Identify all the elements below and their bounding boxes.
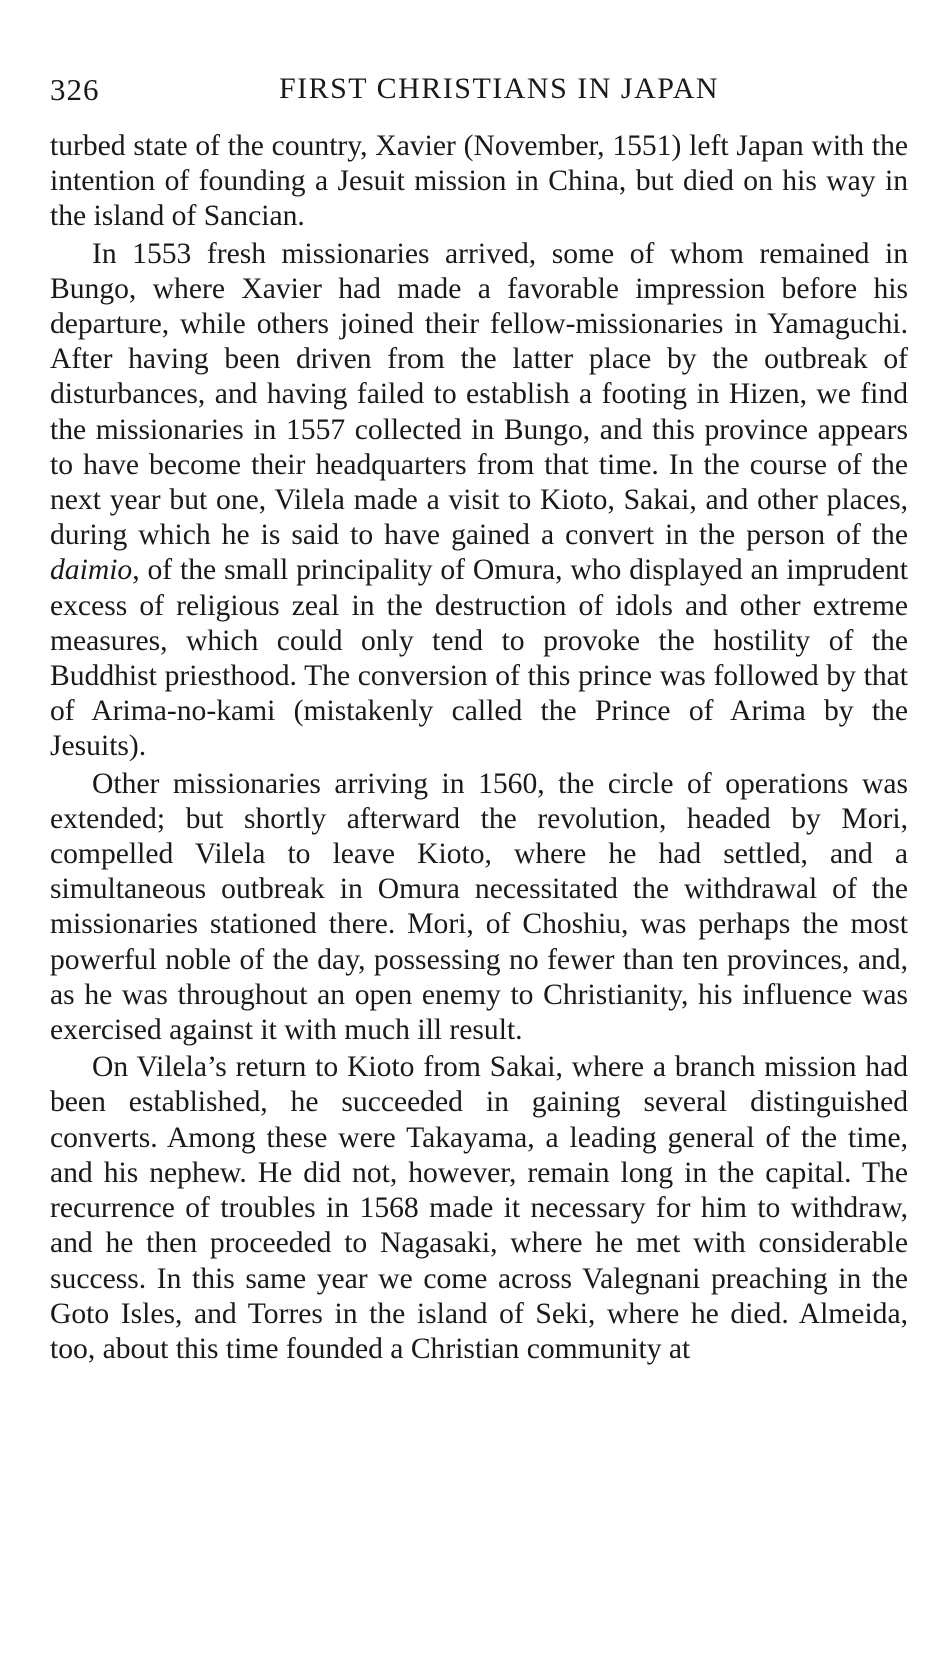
paragraph-2 bbox=[50, 237, 908, 765]
paragraph-text: , of the small principality of Omura, who displayed an imprudent excess of religious zeal in the destruction of idols and other extreme measures, which could only tend to provoke the hostility of the Buddhist priesthood. The conversion of this prince was followed by that of Arima-no-kami (mistakenly called the Prince of Arima by the Jesuits). bbox=[50, 554, 908, 763]
paragraph-4 bbox=[50, 1050, 908, 1367]
page-header bbox=[50, 72, 908, 118]
italic-term: daimio bbox=[50, 554, 133, 587]
body-text bbox=[50, 129, 908, 1367]
page-number: 326 bbox=[50, 72, 100, 107]
running-title: FIRST CHRISTIANS IN JAPAN bbox=[278, 72, 720, 105]
paragraph-text: On Vilela’s return to Kioto from Sakai, where a branch mission had been established, he succeeded in gaining several distinguished converts. Among these were Takayama, a leading general of the time, and his nephew. He did not, however, remain long in the capital. The recurrence of troubles in 1568 made it necessary for him to withdraw, and he then proceeded to Nagasaki, where he met with considerable success. In this same year we come across Valegnani preaching in the Goto Isles, and Torres in the island of Seki, where he died. Almeida, too, about this time founded a Christian community at bbox=[50, 1051, 908, 1365]
paragraph-text: In 1553 fresh missionaries arrived, some of whom remained in Bungo, where Xavier had made a favorable impression before his departure, while others joined their fellow-missionaries in Yamaguchi. After having been driven from the latter place by the outbreak of disturbances, and having failed to establish a footing in Hizen, we find the missionaries in 1557 collected in Bungo, and this province appears to have become their headquarters from that time. In the course of the next year but one, Vilela made a visit to Kioto, Sakai, and other places, during which he is said to have gained a convert in the person of the bbox=[50, 237, 908, 552]
paragraph-text: turbed state of the country, Xavier (November, 1551) left Japan with the intention of founding a Jesuit mission in China, but died on his way in the island of Sancian. bbox=[50, 130, 908, 233]
paragraph-1 bbox=[50, 129, 908, 235]
paragraph-text: Other missionaries arriving in 1560, the circle of operations was extended; but shortly afterward the revolution, headed by Mori, compelled Vilela to leave Kioto, where he had settled, and a simultaneous outbreak in Omura necessitated the withdrawal of the missionaries stationed there. Mori, of Choshiu, was perhaps the most powerful noble of the day, possessing no fewer than ten provinces, and, as he was throughout an open enemy to Christianity, his influence was exercised against it with much ill result. bbox=[50, 767, 908, 1047]
paragraph-3 bbox=[50, 767, 908, 1049]
